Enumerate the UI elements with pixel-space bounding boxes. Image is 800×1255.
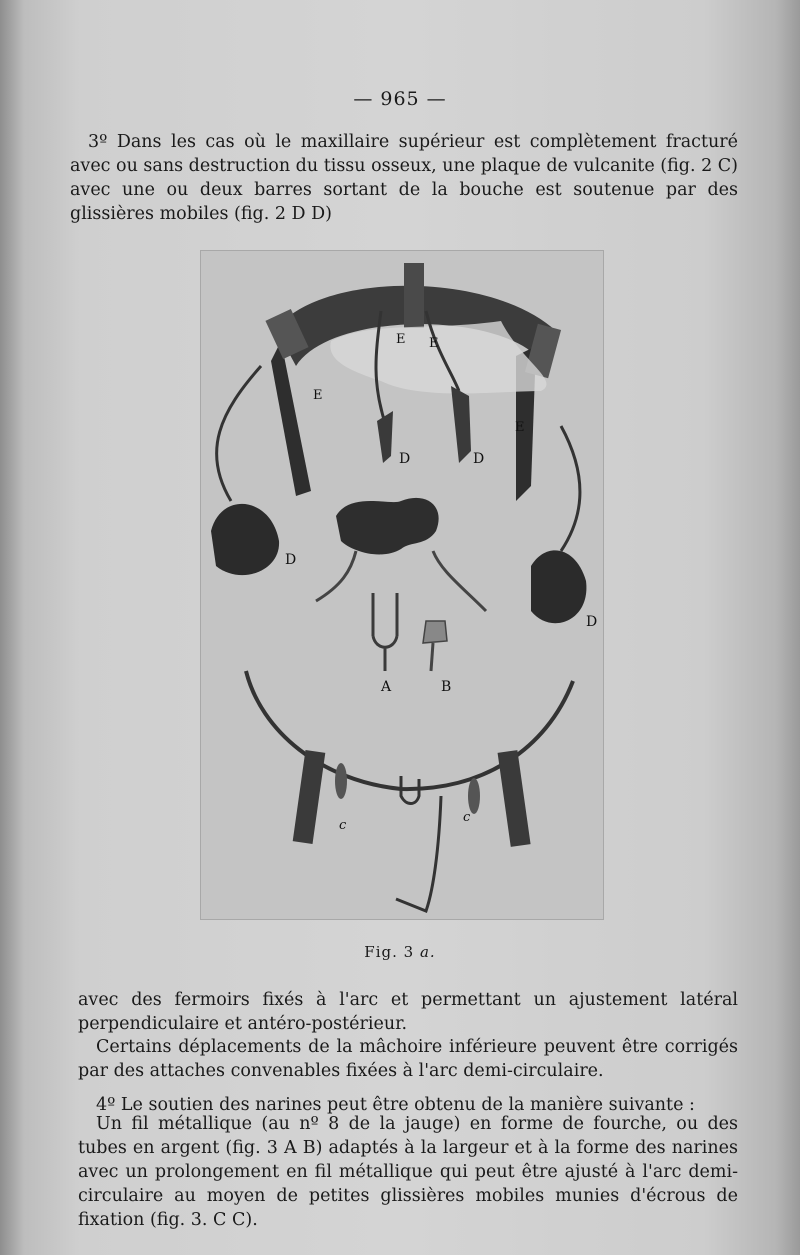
paragraph-4-body: Un fil métallique (au nº 8 de la jauge) en forme de fourche, ou des tubes en argent (fig. 3 A B) adaptés à la largeur et à la forme des narines avec un prolongement en fil métallique qui peut être ajusté à l'arc demi-circulaire au moyen de petites glissières mobiles munies d'écrous de fixation (fig. 3. C C). xyxy=(78,1114,738,1230)
label-a: A xyxy=(381,679,392,695)
tube-b xyxy=(423,621,447,643)
label-e-3: E xyxy=(429,336,439,351)
caption-suffix: a. xyxy=(419,943,436,961)
nut-left xyxy=(335,763,347,799)
nut-right xyxy=(468,778,480,814)
paragraph-continuation: avec des fermoirs fixés à l'arc et permettant un ajustement latéral perpendiculaire et antéro-postérieur. xyxy=(78,990,738,1034)
paragraph-mandible: Certains déplacements de la mâchoire inférieure peuvent être corrigés par des attaches convenables fixées à l'arc demi-circulaire. xyxy=(78,1037,738,1081)
label-d-2: D xyxy=(473,451,485,467)
label-d-1: D xyxy=(399,451,411,467)
label-d-3: D xyxy=(285,552,297,568)
label-c-1: c xyxy=(339,818,347,833)
central-bar xyxy=(404,263,424,328)
label-e-2: E xyxy=(396,332,406,347)
figure-3a xyxy=(200,250,604,920)
caption-prefix: Fig. 3 xyxy=(364,943,415,961)
figure-caption xyxy=(0,943,800,961)
label-b: B xyxy=(441,679,452,695)
label-e-4: E xyxy=(515,420,525,435)
label-e-1: E xyxy=(313,388,323,403)
tube-b-wire xyxy=(431,643,433,671)
figure-illustration xyxy=(201,251,603,919)
page-number: — 965 — xyxy=(353,88,447,110)
label-d-4: D xyxy=(586,614,598,630)
label-c-2: c xyxy=(463,810,471,825)
paragraph-3: 3º Dans les cas où le maxillaire supérieur est complètement fracturé avec ou sans destruction du tissu osseux, une plaque de vulcanite (fig. 2 C) avec une ou deux barres sortant de la bouche est soutenue par des glissières mobiles (fig. 2 D D) xyxy=(70,132,738,224)
paragraph-4-heading: 4º Le soutien des narines peut être obtenu de la manière suivante : xyxy=(96,1095,695,1115)
